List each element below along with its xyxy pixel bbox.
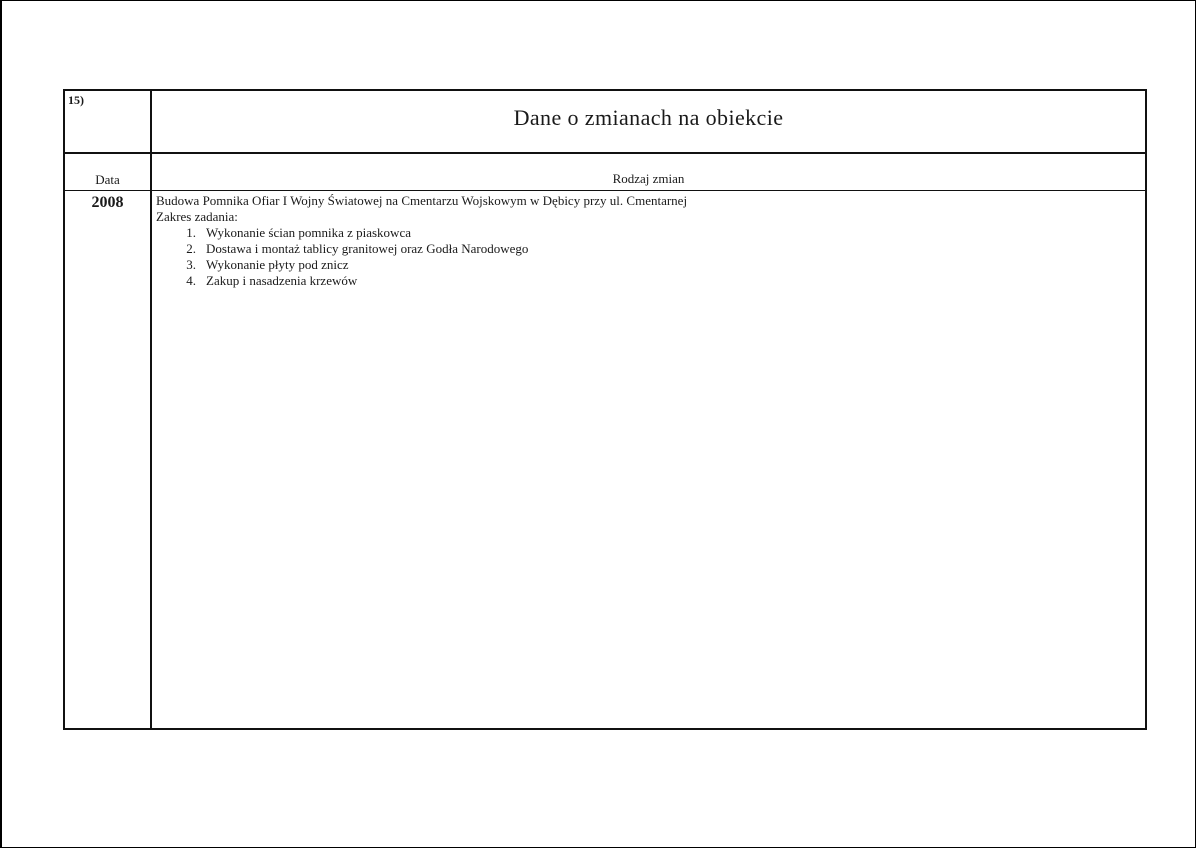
list-item-number: 3. xyxy=(186,257,196,272)
scope-label: Zakres zadania: xyxy=(156,209,238,224)
list-item-number: 2. xyxy=(186,241,196,256)
changes-table xyxy=(63,89,1147,730)
list-item xyxy=(156,241,1139,257)
list-item-number: 1. xyxy=(186,225,196,240)
row-content xyxy=(156,193,1139,289)
list-item xyxy=(156,257,1139,273)
section-number: 15) xyxy=(68,93,84,107)
column-header-date: Data xyxy=(95,172,120,187)
column-header-kind: Rodzaj zmian xyxy=(612,171,685,186)
list-item-text: Dostawa i montaż tablicy granitowej oraz Godła Narodowego xyxy=(206,241,529,256)
page-title: Dane o zmianach na obiekcie xyxy=(513,105,784,130)
column-header-divider xyxy=(65,190,1145,191)
list-item-text: Wykonanie ścian pomnika z piaskowca xyxy=(206,225,411,240)
header-divider xyxy=(65,152,1145,154)
list-item xyxy=(156,225,1139,241)
row-date: 2008 xyxy=(91,194,124,211)
task-list xyxy=(156,225,1139,289)
list-item-text: Zakup i nasadzenia krzewów xyxy=(206,273,358,288)
list-item-number: 4. xyxy=(186,273,196,288)
change-description: Budowa Pomnika Ofiar I Wojny Światowej na Cmentarzu Wojskowym w Dębicy przy ul. Cmentarnej xyxy=(156,193,688,208)
list-item-text: Wykonanie płyty pod znicz xyxy=(206,257,349,272)
list-item xyxy=(156,273,1139,289)
